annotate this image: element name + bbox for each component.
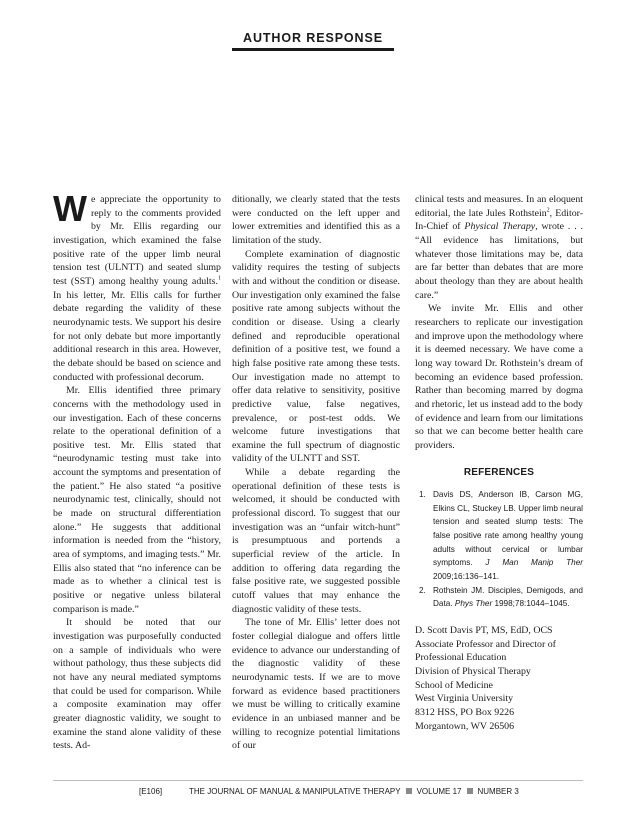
paragraph-2: Mr. Ellis identified three primary concerns with the methodology used in our investigation. Each of these concerns relate to the operational definition of a positive test. Mr. Ellis stated that “neurodynamic testing must take into account the symptoms and presentation of the patient.” He also stated “a positive neurodynamic test, clinically, should not be made on structural differentiation alone.” He suggests that additional information is needed from the “history, area of symptoms, and imaging tests.” Mr. Ellis also stated that “no inference can be made as to whether a clinical test is positive or negative unless bilateral comparison is made.” bbox=[53, 385, 221, 615]
volume: VOLUME 17 bbox=[416, 787, 462, 796]
author-address: 8312 HSS, PO Box 9226 bbox=[415, 706, 515, 718]
paragraph-text: e appreciate the opportunity to reply to the comments provided by Mr. Ellis regarding our investigation, which examined the false positive rate of the upper limb neural tension test (ULNTT) and seated slump test (SST) among healthy young adults. bbox=[53, 194, 221, 287]
references-heading: REFERENCES bbox=[463, 467, 535, 479]
paragraph-text: In his letter, Mr. Ellis calls for further debate regarding the validity of these neurodynamic tests. We support his desire for not only debate but more importantly additional research in this area. However, the debate should be based on science and conducted with professional decorum. bbox=[53, 289, 221, 383]
paragraph-text: clinical tests and measures. In an eloquent editorial, the late Jules Rothstein bbox=[415, 194, 583, 219]
author-name: D. Scott Davis PT, MS, EdD, OCS bbox=[415, 625, 553, 637]
paragraph-9: We invite Mr. Ellis and other researchers to replicate our investigation and improve upon the methodology where it is deemed necessary. We have come a long way toward Dr. Rothstein’s dream of becoming an evidence based profession. Rather than becoming marred by dogma and rhetoric, let us instead add to the body of evidence and learn from our limitations so that we can become better health care providers. bbox=[415, 303, 583, 451]
reference-citation: 1998;78:1044–1045. bbox=[492, 599, 570, 609]
column-1 bbox=[53, 188, 221, 753]
issue-number: NUMBER 3 bbox=[477, 787, 519, 796]
paragraph-text: , wrote . . . “All evidence has limitations, but whatever those limitations may be, data are far better than debates that are more about theology than they are about health care.” bbox=[415, 221, 583, 301]
citation-superscript: 2 bbox=[546, 207, 550, 214]
author-school: School of Medicine bbox=[415, 679, 493, 691]
paragraph-1 bbox=[53, 188, 221, 384]
journal-footer bbox=[189, 787, 519, 796]
reference-citation: 2009;16:136–141. bbox=[433, 572, 500, 582]
section-title-rule bbox=[232, 48, 394, 51]
paragraph-5: Complete examination of diagnostic validity requires the testing of subjects with and without the condition or disease. Our investigation only examined the false positive rate among subjects without the condition or disease. Using a clearly defined and reproducible operational definition of a positive test, we found a high false positive rate among these tests. Our investigation made no attempt to offer data relative to sensitivity, positive predictive value, false negatives, prevalence, or post-test odds. We welcome future investigations that examine the full spectrum of diagnostic validity of the ULNTT and SST. bbox=[232, 248, 400, 465]
paragraph-text: , Editor-In-Chief of bbox=[415, 207, 584, 233]
author-division: Division of Physical Therapy bbox=[415, 666, 531, 677]
paragraph-4: ditionally, we clearly stated that the tests were conducted on the left upper and lower extremities and identified this as a limitation of the study. bbox=[232, 194, 400, 246]
column-3 bbox=[415, 193, 583, 733]
paragraph-3: It should be noted that our investigation was purposefully conducted on a sample of individuals who were without pathology, thus these subjects did not have any neural mediated symptoms that could be used for comparison. While a composite examination may offer greater diagnostic validity, we sought to examine the stand alone validity of these tests. Ad- bbox=[53, 617, 221, 752]
reference-journal: Phys Ther bbox=[454, 599, 493, 609]
journal-name: Physical Therapy bbox=[464, 221, 536, 233]
separator-square-icon bbox=[406, 788, 412, 794]
page-number: [E106] bbox=[139, 787, 163, 796]
journal-title: THE JOURNAL OF MANUAL & MANIPULATIVE THERAPY bbox=[189, 787, 401, 796]
section-title: AUTHOR RESPONSE bbox=[243, 31, 383, 45]
reference-item bbox=[415, 488, 583, 584]
reference-journal: J Man Manip Ther bbox=[485, 558, 584, 568]
footer-rule bbox=[53, 780, 583, 781]
paragraph-7: The tone of Mr. Ellis’ letter does not foster collegial dialogue and offers little evidence to advance our understanding of the diagnostic validity of these neurodynamic tests. If we are to move forward as evidence based practitioners we must be willing to critically examine evidence in an unbiased manner and be willing to recognize potential limitations of our bbox=[232, 617, 400, 752]
author-title: Associate Professor and Director of Professional Education bbox=[415, 638, 556, 664]
paragraph-8 bbox=[415, 193, 583, 302]
reference-number: 1. bbox=[419, 490, 426, 500]
paragraph-6: While a debate regarding the operational definition of these tests is welcomed, it should be conducted with professional discord. To suggest that our investigation was an “unfair witch-hunt” is presumptuous and portends a superficial review of the article. In addition to offering data regarding the false positive rate, we suggested possible cutoff values that may enhance the diagnostic validity of these tests. bbox=[232, 467, 400, 615]
drop-cap: W bbox=[53, 188, 87, 229]
reference-number: 2. bbox=[419, 585, 426, 595]
author-signature bbox=[415, 624, 583, 733]
author-university: West Virginia University bbox=[415, 693, 514, 705]
page-footer bbox=[53, 787, 583, 799]
author-city: Morgantown, WV 26506 bbox=[415, 720, 515, 732]
reference-item bbox=[415, 584, 583, 611]
references-list bbox=[415, 488, 583, 611]
reference-text: Davis DS, Anderson IB, Carson MG, Elkins CL, Stuckey LB. Upper limb neural tension and seated slump tests: The false positive rate among healthy young adults without cervical or lumbar symptoms. bbox=[433, 490, 583, 568]
separator-square-icon bbox=[467, 788, 473, 794]
citation-superscript: 1 bbox=[218, 275, 221, 282]
column-2 bbox=[232, 193, 400, 753]
reference-text: Rothstein JM. Disciples, Demigods, and Data. bbox=[433, 585, 583, 609]
